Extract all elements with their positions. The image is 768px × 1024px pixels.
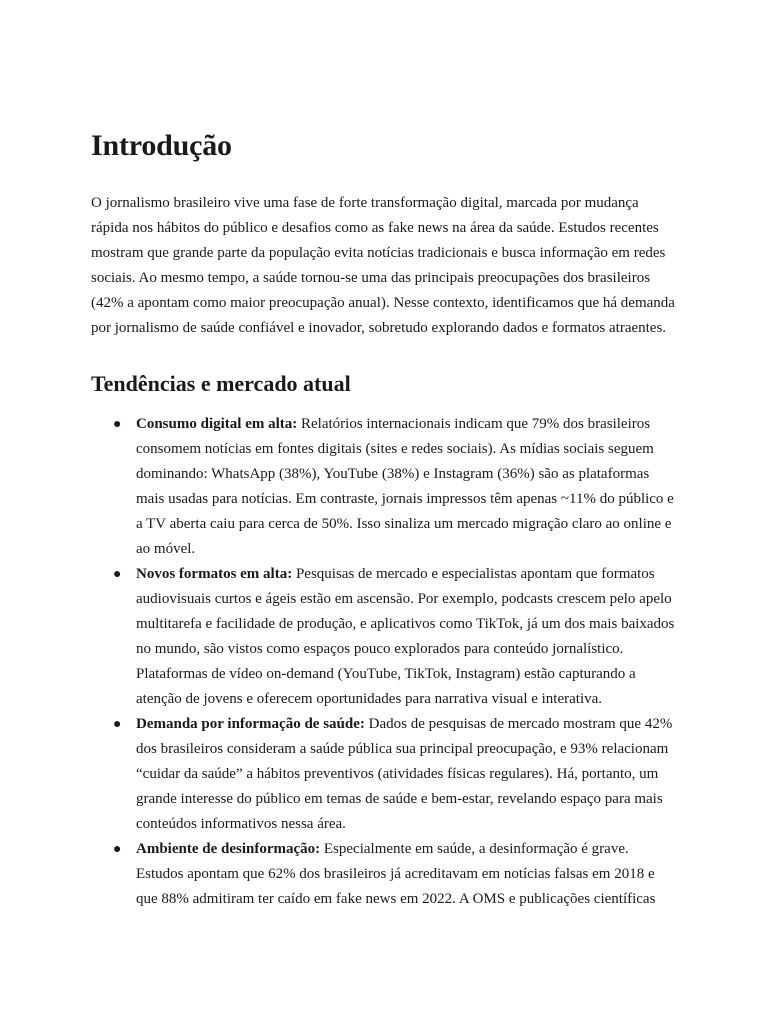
- list-item: [91, 562, 677, 712]
- list-item-lead: Demanda por informação de saúde:: [136, 716, 365, 732]
- list-item: [91, 412, 677, 562]
- list-item-text: Pesquisas de mercado e especialistas apontam que formatos audiovisuais curtos e ágeis estão em ascensão. Por exemplo, podcasts crescem pelo apelo multitarefa e facilidade de produção, e aplicativos como TikTok, já um dos mais baixados no mundo, são vistos como espaços pouco explorados para conteúdo jornalístico. Plataformas de vídeo on-demand (YouTube, TikTok, Instagram) estão capturando a atenção de jovens e oferecem oportunidades para narrativa visual e interativa.: [136, 566, 675, 707]
- list-item: [91, 837, 677, 912]
- document-page: [91, 126, 677, 912]
- section-title: Tendências e mercado atual: [91, 371, 351, 396]
- list-item-text: Especialmente em saúde, a desinformação é grave. Estudos apontam que 62% dos brasileiros já acreditavam em notícias falsas em 2018 e que 88% admitiram ter caído em fake news em 2022. A OMS e publicações científicas: [136, 841, 656, 907]
- bullet-icon: ●: [113, 717, 122, 732]
- trends-list: [91, 412, 677, 912]
- list-item-text: Relatórios internacionais indicam que 79% dos brasileiros consomem notícias em fontes digitais (sites e redes sociais). As mídias sociais seguem dominando: WhatsApp (38%), YouTube (38%) e Instagram (36%) são as plataformas mais usadas para notícias. Em contraste, jornais impressos têm apenas ~11% do público e a TV aberta caiu para cerca de 50%. Isso sinaliza um mercado migração claro ao online e ao móvel.: [136, 416, 674, 557]
- intro-paragraph: O jornalismo brasileiro vive uma fase de forte transformação digital, marcada por mudança rápida nos hábitos do público e desafios como as fake news na área da saúde. Estudos recentes mostram que grande parte da população evita notícias tradicionais e busca informação em redes sociais. Ao mesmo tempo, a saúde tornou-se uma das principais preocupações dos brasileiros (42% a apontam como maior preocupação anual). Nesse contexto, identificamos que há demanda por jornalismo de saúde confiável e inovador, sobretudo explorando dados e formatos atraentes.: [91, 195, 675, 336]
- list-item-lead: Ambiente de desinformação:: [136, 841, 321, 857]
- list-item: [91, 712, 677, 837]
- list-item-text: Dados de pesquisas de mercado mostram que 42% dos brasileiros consideram a saúde pública sua principal preocupação, e 93% relacionam “cuidar da saúde” a hábitos preventivos (atividades físicas regulares). Há, portanto, um grande interesse do público em temas de saúde e bem-estar, revelando espaço para mais conteúdos informativos nessa área.: [136, 716, 673, 832]
- page-title: Introdução: [91, 129, 232, 162]
- bullet-icon: ●: [113, 567, 122, 582]
- list-item-lead: Consumo digital em alta:: [136, 416, 298, 432]
- bullet-icon: ●: [113, 842, 122, 857]
- bullet-icon: ●: [113, 417, 122, 432]
- list-item-lead: Novos formatos em alta:: [136, 566, 293, 582]
